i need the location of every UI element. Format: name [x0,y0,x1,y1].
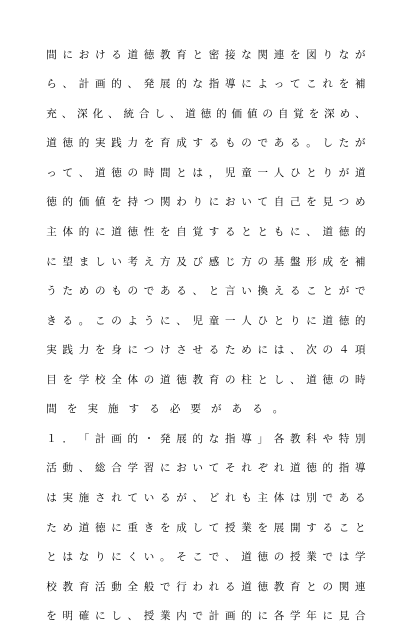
text-line: １ ． 「 計 画 的 ・ 発 展 的 な 指 導 」 各 教 科 や 特 別 [46,432,366,445]
text-line: 活 動 、 総 合 学 習 に お い て そ れ ぞ れ 道 徳 的 指 導 [46,462,366,475]
text-line: う た め の も の で あ る 、 と 言 い 換 え る こ と が で [46,285,366,298]
text-line: 徳 的 価 値 を 持 つ 関 わ り に お い て 自 己 を 見 つ め [46,196,366,209]
text-line: は 実 施 さ れ て い る が 、 ど れ も 主 体 は 別 で あ る [46,491,366,504]
text-line: た め 道 徳 に 重 き を 成 し て 授 業 を 展 開 す る こ と [46,521,366,534]
text-line: 道 徳 的 実 践 力 を 育 成 す る も の で あ る 。 し た が [46,137,366,150]
text-line: 間 を 実 施 す る 必 要 が あ る 。 [46,403,284,416]
text-line: 主 体 的 に 道 徳 性 を 自 覚 す る と と も に 、 道 徳 的 [46,226,366,239]
text-line: ら 、 計 画 的 、 発 展 的 な 指 導 に よ っ て こ れ を 補 [46,78,366,91]
text-line: 充 、 深 化 、 統 合 し 、 道 徳 的 価 値 の 自 覚 を 深 め 、 [46,107,366,120]
text-line: と は な り に く い 。 そ こ で 、 道 徳 の 授 業 で は 学 [46,551,366,564]
text-line: っ て 、 道 徳 の 時 間 と は ， 児 童 一 人 ひ と り が 道 [46,166,366,179]
text-line: を 明 確 に し 、 授 業 内 で 計 画 的 に 各 学 年 に 見 合 [46,610,366,623]
body-text [46,42,366,633]
text-line: き る 。 こ の よ う に 、 児 童 一 人 ひ と り に 道 徳 的 [46,314,366,327]
text-line: 間 に お け る 道 徳 教 育 と 密 接 な 関 連 を 図 り な が [46,48,366,61]
text-line: 目 を 学 校 全 体 の 道 徳 教 育 の 柱 と し 、 道 徳 の 時 [46,373,366,386]
text-line: 実 践 力 を 身 に つ け さ せ る た め に は 、 次 の ４ 項 [46,344,366,357]
text-line: に 望 ま し い 考 え 方 及 び 感 じ 方 の 基 盤 形 成 を 補 [46,255,366,268]
text-line: 校 教 育 活 動 全 般 で 行 わ れ る 道 徳 教 育 と の 関 連 [46,580,366,593]
